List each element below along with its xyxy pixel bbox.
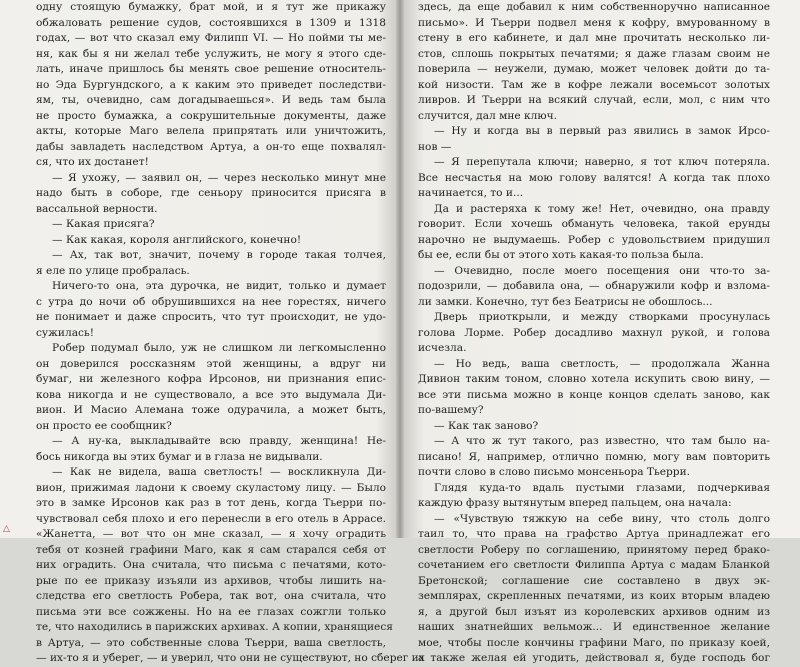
left-text-line: в Артуа, — это собственные слова Тьерри, ваша светлость,	[36, 636, 386, 649]
left-text-line: не просто бумажка, а сокрушительные документы, даже	[36, 109, 386, 122]
right-text-line: сочетанием его светлости Филиппа Артуа с мадам Бланкой	[418, 559, 770, 571]
left-text-line: — А ну-ка, выкладывайте всю правду, женщина! Не-	[52, 435, 386, 447]
left-text-line: годах, — вот что сказал ему Филипп VI. — Но пойми ты ме-	[36, 32, 386, 44]
right-text-line: мое, чтобы после кончины графини Маго, по приказу коей,	[418, 636, 770, 649]
left-text-line: — Как какая, короля английского, конечно!	[52, 233, 302, 246]
right-page	[418, 0, 770, 664]
right-text-line: говорит. Если хочешь обмануть человека, такой ерунды	[418, 218, 770, 230]
right-text-line: случится, дал мне ключ.	[418, 109, 557, 122]
right-text-line: бы ее, если бы от этого хоть какая-то польза была.	[418, 249, 704, 261]
right-text-line: почти слово в слово письмо монсеньора Тьерри.	[418, 466, 691, 478]
left-text-line: — их-то я и уберег, — и уверил, что они не существуют, но сберег их	[36, 652, 425, 664]
corner-mark: △	[3, 524, 10, 534]
right-text-line: писано! Я, например, отлично помню, могу вам повторить	[418, 450, 770, 463]
right-text-line: Да и растеряха к тому же! Нет, очевидно, она правду	[434, 202, 770, 215]
left-text-line: ня, как бы я ни желал тебе услужить, не могу я этого сде-	[36, 47, 386, 60]
left-text-line: дабы завладеть наследством Артуа, а он-то еще похвалял-	[36, 140, 386, 153]
left-text-line: кова никогда и не существовало, а все это выдумала Ди-	[36, 388, 386, 401]
right-text-line: а также желая ей угодить, действовал я, буде господь бог	[418, 652, 770, 664]
right-text-line: ливров. И Тьерри на всякий случай, если, мол, с ним что	[418, 94, 770, 106]
right-text-line: — «Чувствую тяжкую на себе вину, что столь долго	[434, 512, 770, 525]
left-text-line: вион. И Масио Алемана тоже одурачила, а может быть,	[36, 404, 386, 416]
left-text-line: вассальной верности.	[36, 202, 158, 215]
right-text-line: — Я перепутала ключи; наверно, я тот ключ потеряла.	[434, 156, 770, 168]
left-text-line: — Ах, так вот, значит, почему в городе такая толчея,	[52, 249, 386, 261]
right-text-line: Дивион таким тоном, словно хотела искупить свою вину, —	[418, 373, 770, 385]
left-text-line: бось никогда вы этих бумаг и в глаза не видывали.	[36, 450, 323, 463]
left-text-line: но Эда Бургундского, а к каким это приведет последстви-	[36, 78, 386, 91]
right-text-line: Все несчастья на мою голову валятся! А когда так плохо	[418, 171, 770, 184]
left-text-line: — Какая присяга?	[52, 218, 155, 230]
right-text-line: Глядя куда-то вдаль пустыми глазами, подчеркивая	[434, 481, 770, 494]
right-text-line: — А что ж тут такого, раз известно, что там было на-	[434, 435, 770, 447]
left-text-line: я еле по улице пробралась.	[36, 264, 190, 277]
right-text-line: я, а другой был изъят из королевских архивов одним из	[418, 605, 770, 618]
left-text-line: — Как не видела, ваша светлость! — воскликнула Ди-	[52, 466, 386, 478]
left-text-line: рые по ее приказу изъяли из архивов, чтобы лишить на-	[36, 574, 386, 587]
left-text-line: лать, иначе пришлось бы менять свое решение относитель-	[36, 63, 386, 75]
right-text-line: все эти письма можно в конце концов сделать заново, как	[418, 388, 770, 401]
left-text-line: акты, которые Маго велела припрятать или уничтожить,	[36, 125, 386, 137]
right-text-line: стену в его кабинете, и дал мне прочитать несколько ли-	[418, 32, 770, 44]
right-text-line: стов, сплошь покрытых печатями; я даже глазам своим не	[418, 47, 770, 60]
left-text-line: это в замке Ирсонов как раз в тот день, когда Тьерри по-	[36, 497, 386, 509]
right-text-line: земплярах, скрепленных печатями, из коих вторым владею	[418, 590, 770, 602]
left-text-line: сужилась!	[36, 326, 94, 339]
left-text-line: он доверился россказням этой женщины, а вдруг ни	[36, 357, 386, 370]
left-text-line: надо быть в соборе, где сеньору приносится присяга в	[36, 187, 386, 199]
right-text-line: подозрили, — добавила она, — обнаружили кофр и взлома-	[418, 280, 770, 292]
right-text-line: ли замки. Конечно, тут без Беатрисы не обошлось...	[418, 295, 713, 308]
left-text-line: Робер подумал было, уж не слишком ли легкомысленно	[52, 342, 386, 354]
left-text-line: Ничего-то она, эта дурочка, не видит, только и думает	[52, 280, 386, 292]
left-text-line: он просто ее сообщник?	[36, 419, 172, 432]
right-text-line: начинается, то и...	[418, 187, 524, 199]
left-text-line: них оградить. Она считала, что письма с печатями, кото-	[36, 559, 386, 571]
right-text-line: — Очевидно, после моего посещения они что-то за-	[434, 264, 770, 277]
left-text-line: — Я ухожу, — заявил он, — через несколько минут мне	[52, 171, 386, 184]
left-text-line: тебя от козней графини Маго, как я сам старался себя от	[36, 543, 386, 556]
right-text-line: светлости Роберу по соглашению, принятому перед брако-	[418, 543, 770, 556]
right-text-line: нарочно не выдумаешь. Робер с удовольствием придушил	[418, 233, 770, 246]
right-text-line: голова Лорме. Робер досадливо махнул рукой, и голова	[418, 326, 770, 339]
left-text-line: с утра до ночи об обрушившихся на нее горестях, ничего	[36, 295, 386, 308]
left-text-line: чувствовал себя плохо и его перенесли в его отель в Аррасе.	[36, 512, 386, 525]
right-text-line: письмо». И Тьерри подвел меня к кофру, вмурованному в	[418, 16, 770, 29]
left-text-line: не понимает и даже спросить, что тут происходит, не удо-	[36, 311, 386, 323]
left-text-line: бумаг, ни железного кофра Ирсонов, ни признания епис-	[36, 373, 386, 385]
right-text-line: поверила — неужели, думаю, может человек дойти до та-	[418, 63, 770, 75]
right-text-line: Бретонской; соглашение сие составлено в двух эк-	[418, 574, 770, 587]
left-text-line: ся, что их достанет!	[36, 156, 149, 168]
left-text-line: письма эти все сожжены. Но на ее глазах сожгли только	[36, 605, 386, 618]
right-text-line: здесь, да еще добавил к ним собственноручно написанное	[418, 1, 770, 13]
right-text-line: каждую фразу вытянутым вперед пальцем, она начала:	[418, 497, 732, 509]
right-text-line: нов —	[418, 140, 452, 153]
right-text-line: по-вашему?	[418, 404, 484, 416]
left-text-line: «Жанетта, — вот что он мне сказал, — я хочу оградить	[36, 528, 386, 540]
right-text-line: — Но ведь, ваша светлость, — продолжала Жанна	[434, 357, 770, 370]
book-gutter	[396, 0, 404, 538]
left-text-line: обжаловать решение судов, состоявшихся в 1309 и 1318	[36, 16, 386, 29]
right-text-line: Дверь приоткрыли, и между створками просунулась	[434, 311, 770, 323]
left-text-line: вион, прижимая ладони к своему скуластому лицу. — Было	[36, 481, 386, 494]
right-text-line: — Как так заново?	[434, 419, 539, 432]
left-text-line: одну стоящую бумажку, брат мой, и я тут же прикажу	[36, 1, 386, 13]
left-text-line: ям, ты, очевидно, сам догадываешься». И ведь там была	[36, 94, 386, 106]
right-text-line: таил то, что права на графство Артуа принадлежат его	[418, 528, 770, 540]
right-text-line: — Ну и когда вы в первый раз явились в замок Ирсо-	[434, 125, 770, 137]
left-text-line: следства его светлость Робера, так вот, она считала, что	[36, 590, 386, 602]
right-text-line: исчезла.	[418, 342, 467, 354]
right-text-line: кой низости. Там же в кофре лежали восемьсот золотых	[418, 78, 770, 91]
left-text-line: те, что находились в парижских архивах. А копии, хранящиеся	[36, 621, 393, 633]
left-page	[36, 0, 425, 664]
right-text-line: наших знатнейших вельмож... И единственное желание	[418, 621, 770, 633]
